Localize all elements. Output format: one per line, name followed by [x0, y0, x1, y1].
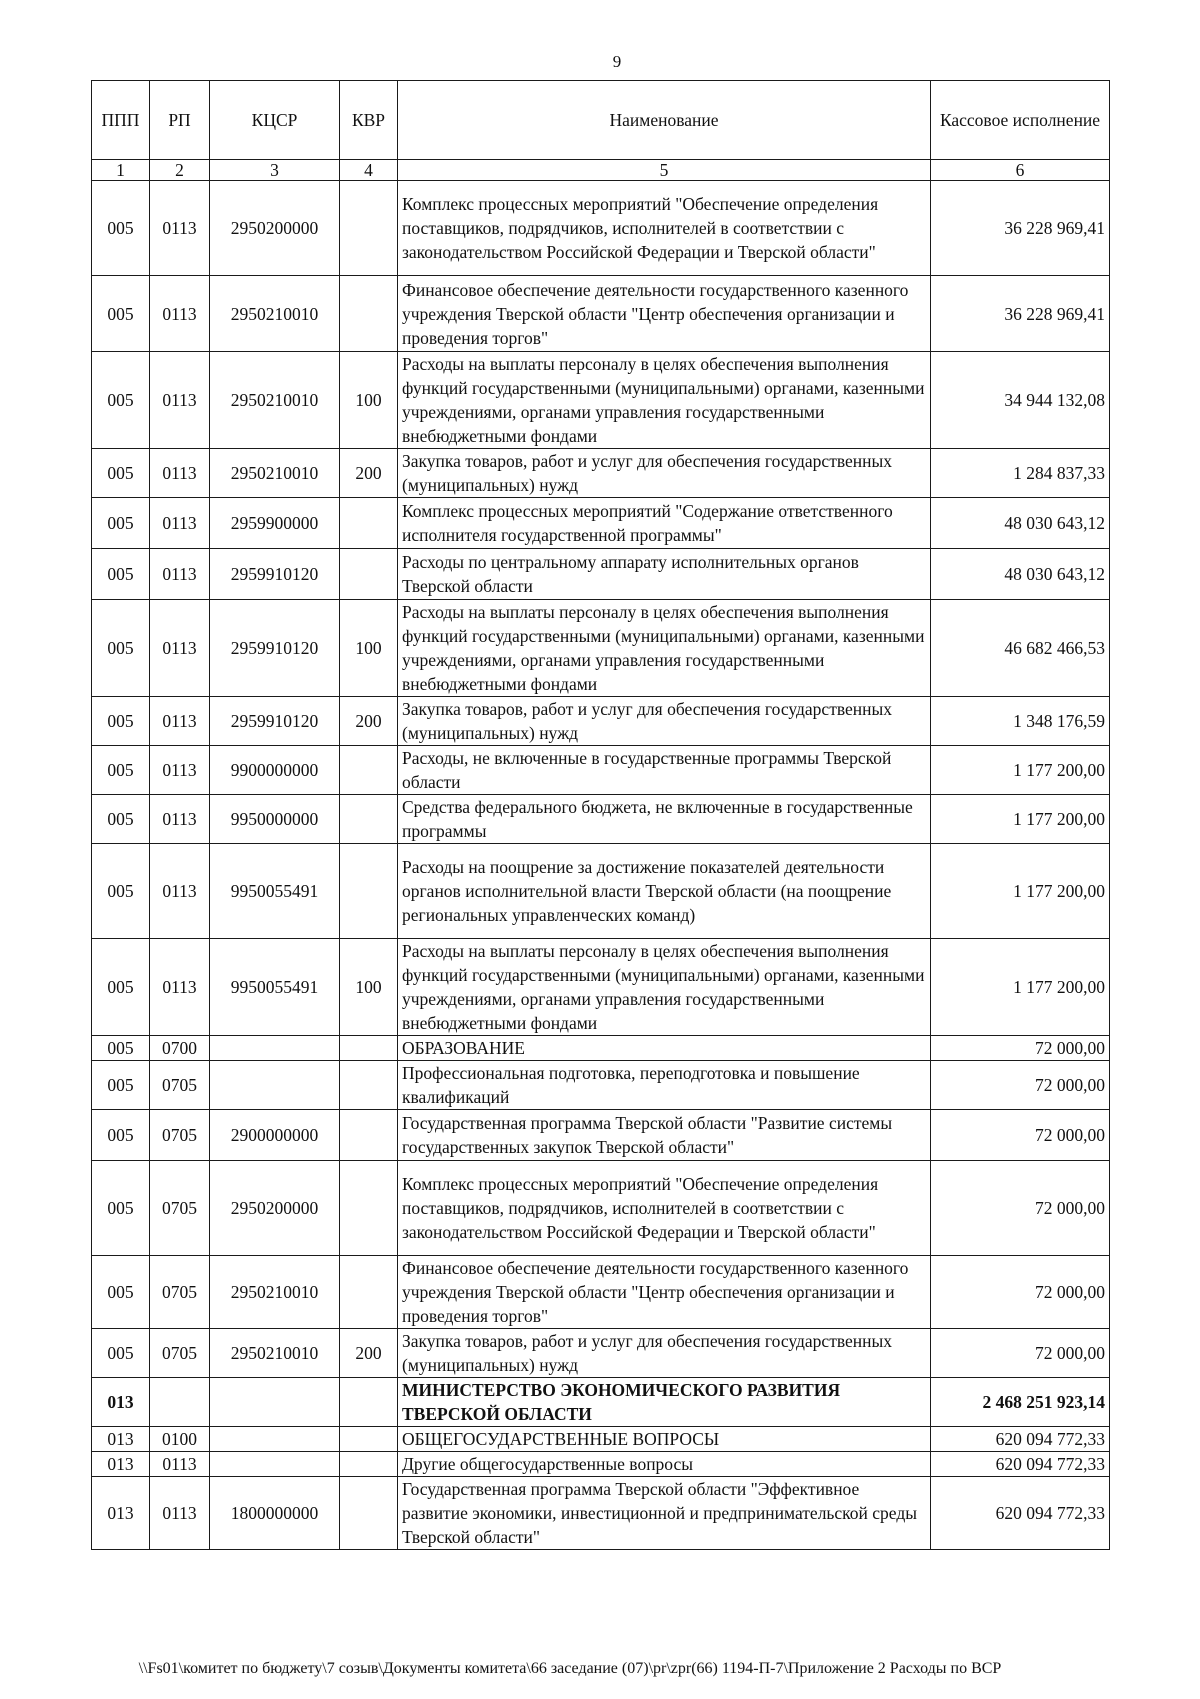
table-row: [92, 1256, 1110, 1329]
table-row: [92, 746, 1110, 795]
table-row: [92, 352, 1110, 449]
cell-name: Государственная программа Тверской области "Развитие системы государственных закупок Тверской области": [398, 1110, 931, 1161]
cell-name: МИНИСТЕРСТВО ЭКОНОМИЧЕСКОГО РАЗВИТИЯ ТВЕРСКОЙ ОБЛАСТИ: [398, 1378, 931, 1427]
table-row: [92, 449, 1110, 498]
cell-kcsr: [210, 1061, 340, 1110]
cell-name: Закупка товаров, работ и услуг для обеспечения государственных (муниципальных) нужд: [398, 1329, 931, 1378]
cell-ppp: 005: [92, 181, 150, 276]
cell-kvr: [340, 1477, 398, 1550]
cell-sum: 46 682 466,53: [931, 600, 1110, 697]
cell-rp: 0113: [150, 697, 210, 746]
cell-kvr: [340, 498, 398, 549]
cell-sum: 1 177 200,00: [931, 844, 1110, 939]
table-row: [92, 844, 1110, 939]
table-row: [92, 1110, 1110, 1161]
table-header-row: [92, 81, 1110, 160]
cell-kvr: 200: [340, 1329, 398, 1378]
cell-kvr: [340, 181, 398, 276]
cell-rp: 0113: [150, 795, 210, 844]
cell-ppp: 005: [92, 600, 150, 697]
cell-rp: 0113: [150, 498, 210, 549]
cell-ppp: 005: [92, 1329, 150, 1378]
table-row: [92, 498, 1110, 549]
cell-name: Закупка товаров, работ и услуг для обеспечения государственных (муниципальных) нужд: [398, 697, 931, 746]
cell-kcsr: [210, 1378, 340, 1427]
cell-name: Другие общегосударственные вопросы: [398, 1452, 931, 1477]
cell-sum: 1 284 837,33: [931, 449, 1110, 498]
cell-kcsr: 2950200000: [210, 181, 340, 276]
cell-ppp: 005: [92, 1256, 150, 1329]
cell-kvr: 100: [340, 939, 398, 1036]
footer-file-path: \\Fs01\комитет по бюджету\7 созыв\Документы комитета\66 заседание (07)\pr\zpr(66) 1194-П-7\Приложение 2 Расходы по ВСР: [138, 1660, 1002, 1677]
cell-ppp: 005: [92, 549, 150, 600]
cell-sum: 72 000,00: [931, 1256, 1110, 1329]
cell-kcsr: [210, 1427, 340, 1452]
table-row: [92, 1161, 1110, 1256]
cell-name: Расходы на выплаты персоналу в целях обеспечения выполнения функций государственными (муниципальными) органами, казенными учреждениями, органами управления государственными внебюджетными фондами: [398, 600, 931, 697]
cell-kvr: [340, 1161, 398, 1256]
cell-kvr: [340, 795, 398, 844]
cell-name: Средства федерального бюджета, не включенные в государственные программы: [398, 795, 931, 844]
cell-kvr: [340, 1110, 398, 1161]
cell-rp: 0705: [150, 1329, 210, 1378]
cell-ppp: 005: [92, 352, 150, 449]
column-number: 3: [210, 160, 340, 181]
cell-sum: 48 030 643,12: [931, 549, 1110, 600]
cell-rp: 0113: [150, 181, 210, 276]
cell-kvr: [340, 844, 398, 939]
header-name: Наименование: [398, 81, 931, 160]
cell-kcsr: 2950210010: [210, 1329, 340, 1378]
column-number: 6: [931, 160, 1110, 181]
table-row: [92, 1061, 1110, 1110]
cell-name: Профессиональная подготовка, переподготовка и повышение квалификаций: [398, 1061, 931, 1110]
cell-kcsr: 2950210010: [210, 1256, 340, 1329]
cell-rp: 0705: [150, 1110, 210, 1161]
cell-rp: 0113: [150, 1452, 210, 1477]
table-row: [92, 1477, 1110, 1550]
cell-kvr: [340, 1036, 398, 1061]
cell-kvr: [340, 1427, 398, 1452]
cell-ppp: 005: [92, 939, 150, 1036]
cell-kvr: [340, 276, 398, 352]
table-row: [92, 276, 1110, 352]
cell-kcsr: 2959910120: [210, 697, 340, 746]
cell-name: ОБЩЕГОСУДАРСТВЕННЫЕ ВОПРОСЫ: [398, 1427, 931, 1452]
cell-rp: 0113: [150, 939, 210, 1036]
budget-expenditure-table: [91, 80, 1110, 1550]
cell-ppp: 005: [92, 276, 150, 352]
cell-sum: 1 177 200,00: [931, 746, 1110, 795]
cell-rp: [150, 1378, 210, 1427]
cell-rp: 0113: [150, 1477, 210, 1550]
budget-table-wrapper: [91, 80, 1109, 1550]
cell-name: Финансовое обеспечение деятельности государственного казенного учреждения Тверской области "Центр обеспечения организации и проведения торгов": [398, 1256, 931, 1329]
cell-sum: 72 000,00: [931, 1036, 1110, 1061]
cell-name: Комплекс процессных мероприятий "Обеспечение определения поставщиков, подрядчиков, исполнителей в соответствии с законодательством Российской Федерации и Тверской области": [398, 181, 931, 276]
cell-rp: 0705: [150, 1256, 210, 1329]
cell-sum: 620 094 772,33: [931, 1477, 1110, 1550]
cell-sum: 1 177 200,00: [931, 795, 1110, 844]
cell-ppp: 013: [92, 1477, 150, 1550]
table-row: [92, 697, 1110, 746]
cell-ppp: 013: [92, 1452, 150, 1477]
header-rp: РП: [150, 81, 210, 160]
cell-sum: 72 000,00: [931, 1329, 1110, 1378]
cell-kcsr: 9950055491: [210, 844, 340, 939]
cell-rp: 0113: [150, 600, 210, 697]
cell-ppp: 005: [92, 498, 150, 549]
table-row: [92, 1329, 1110, 1378]
cell-sum: 620 094 772,33: [931, 1452, 1110, 1477]
cell-rp: 0113: [150, 549, 210, 600]
cell-rp: 0113: [150, 844, 210, 939]
table-row: [92, 181, 1110, 276]
cell-kvr: 100: [340, 600, 398, 697]
cell-sum: 34 944 132,08: [931, 352, 1110, 449]
table-row: [92, 549, 1110, 600]
cell-kcsr: 2950210010: [210, 449, 340, 498]
header-kvr: КВР: [340, 81, 398, 160]
cell-name: Комплекс процессных мероприятий "Содержание ответственного исполнителя государственной программы": [398, 498, 931, 549]
cell-kvr: 200: [340, 697, 398, 746]
column-number-row: [92, 160, 1110, 181]
cell-kcsr: 2950210010: [210, 276, 340, 352]
cell-rp: 0100: [150, 1427, 210, 1452]
cell-sum: 1 177 200,00: [931, 939, 1110, 1036]
cell-ppp: 005: [92, 746, 150, 795]
cell-name: Комплекс процессных мероприятий "Обеспечение определения поставщиков, подрядчиков, исполнителей в соответствии с законодательством Российской Федерации и Тверской области": [398, 1161, 931, 1256]
cell-sum: 1 348 176,59: [931, 697, 1110, 746]
cell-rp: 0705: [150, 1161, 210, 1256]
cell-rp: 0113: [150, 276, 210, 352]
cell-rp: 0113: [150, 746, 210, 795]
cell-name: Расходы по центральному аппарату исполнительных органов Тверской области: [398, 549, 931, 600]
table-row: [92, 795, 1110, 844]
cell-ppp: 005: [92, 1110, 150, 1161]
cell-name: Расходы, не включенные в государственные программы Тверской области: [398, 746, 931, 795]
cell-name: Государственная программа Тверской области "Эффективное развитие экономики, инвестиционной и предпринимательской среды Тверской области": [398, 1477, 931, 1550]
column-number: 5: [398, 160, 931, 181]
cell-ppp: 005: [92, 795, 150, 844]
cell-kcsr: 2950210010: [210, 352, 340, 449]
table-row: [92, 1378, 1110, 1427]
cell-ppp: 005: [92, 1061, 150, 1110]
cell-ppp: 005: [92, 449, 150, 498]
cell-sum: 72 000,00: [931, 1061, 1110, 1110]
cell-rp: 0113: [150, 352, 210, 449]
cell-kcsr: [210, 1452, 340, 1477]
cell-kvr: [340, 549, 398, 600]
cell-rp: 0113: [150, 449, 210, 498]
cell-rp: 0700: [150, 1036, 210, 1061]
cell-kcsr: 9950000000: [210, 795, 340, 844]
column-number: 1: [92, 160, 150, 181]
cell-kcsr: 2959900000: [210, 498, 340, 549]
cell-sum: 72 000,00: [931, 1110, 1110, 1161]
header-kcsr: КЦСР: [210, 81, 340, 160]
cell-ppp: 013: [92, 1427, 150, 1452]
cell-name: Финансовое обеспечение деятельности государственного казенного учреждения Тверской области "Центр обеспечения организации и проведения торгов": [398, 276, 931, 352]
cell-name: ОБРАЗОВАНИЕ: [398, 1036, 931, 1061]
cell-kvr: 100: [340, 352, 398, 449]
cell-kvr: [340, 1452, 398, 1477]
cell-ppp: 005: [92, 1161, 150, 1256]
cell-ppp: 005: [92, 1036, 150, 1061]
cell-kcsr: 2900000000: [210, 1110, 340, 1161]
column-number: 2: [150, 160, 210, 181]
cell-sum: 48 030 643,12: [931, 498, 1110, 549]
cell-kvr: 200: [340, 449, 398, 498]
cell-kcsr: [210, 1036, 340, 1061]
cell-name: Расходы на выплаты персоналу в целях обеспечения выполнения функций государственными (муниципальными) органами, казенными учреждениями, органами управления государственными внебюджетными фондами: [398, 939, 931, 1036]
cell-name: Расходы на выплаты персоналу в целях обеспечения выполнения функций государственными (муниципальными) органами, казенными учреждениями, органами управления государственными внебюджетными фондами: [398, 352, 931, 449]
header-ppp: ППП: [92, 81, 150, 160]
cell-sum: 620 094 772,33: [931, 1427, 1110, 1452]
header-sum: Кассовое исполнение: [931, 81, 1110, 160]
cell-kvr: [340, 746, 398, 795]
cell-sum: 2 468 251 923,14: [931, 1378, 1110, 1427]
table-row: [92, 1452, 1110, 1477]
table-row: [92, 1427, 1110, 1452]
cell-kvr: [340, 1256, 398, 1329]
cell-kcsr: 2959910120: [210, 600, 340, 697]
cell-kcsr: 9900000000: [210, 746, 340, 795]
cell-kvr: [340, 1061, 398, 1110]
table-row: [92, 600, 1110, 697]
cell-sum: 36 228 969,41: [931, 276, 1110, 352]
table-row: [92, 1036, 1110, 1061]
cell-ppp: 005: [92, 697, 150, 746]
cell-kcsr: 2950200000: [210, 1161, 340, 1256]
cell-ppp: 013: [92, 1378, 150, 1427]
cell-ppp: 005: [92, 844, 150, 939]
column-number: 4: [340, 160, 398, 181]
cell-kcsr: 1800000000: [210, 1477, 340, 1550]
cell-sum: 36 228 969,41: [931, 181, 1110, 276]
cell-kvr: [340, 1378, 398, 1427]
table-row: [92, 939, 1110, 1036]
page-number: 9: [612, 52, 622, 71]
cell-sum: 72 000,00: [931, 1161, 1110, 1256]
cell-kcsr: 2959910120: [210, 549, 340, 600]
cell-name: Расходы на поощрение за достижение показателей деятельности органов исполнительной власти Тверской области (на поощрение региональных управленческих команд): [398, 844, 931, 939]
cell-name: Закупка товаров, работ и услуг для обеспечения государственных (муниципальных) нужд: [398, 449, 931, 498]
cell-kcsr: 9950055491: [210, 939, 340, 1036]
cell-rp: 0705: [150, 1061, 210, 1110]
